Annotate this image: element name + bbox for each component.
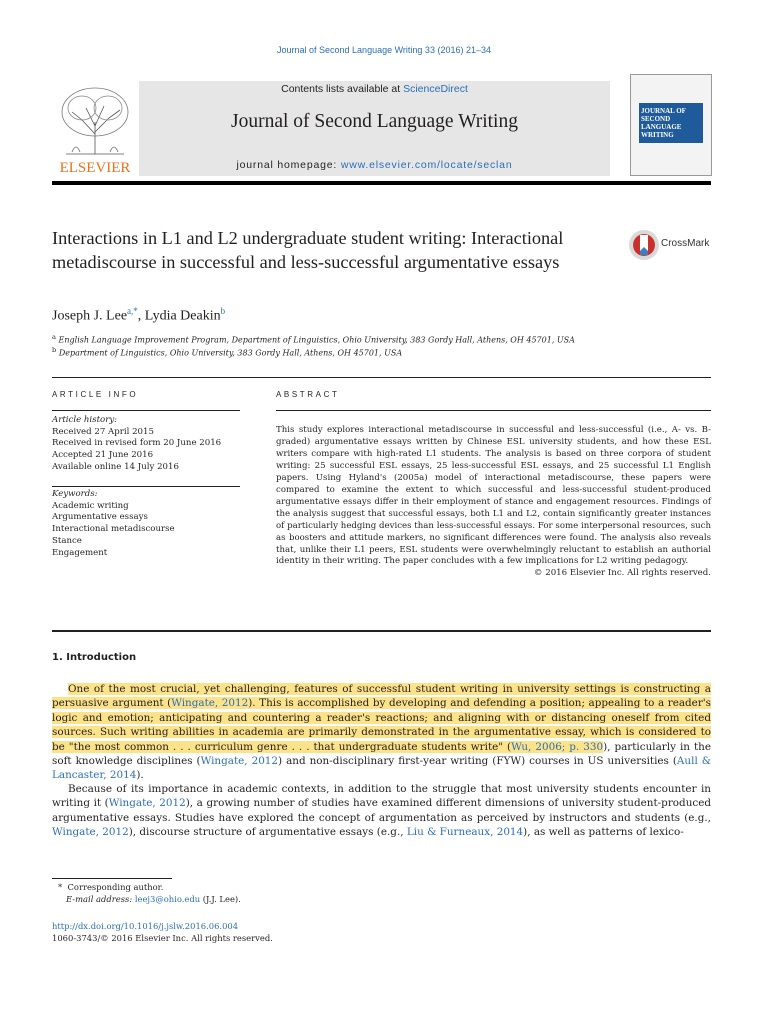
keyword-item[interactable]: Academic writing [52,500,129,511]
info-divider [52,410,240,411]
citation-link[interactable]: Aull & Lancaster, 2014 [52,755,711,782]
abstract-heading: ABSTRACT [276,390,340,399]
crossmark-label[interactable]: CrossMark [661,238,710,249]
header-divider [52,181,711,185]
affiliation-b [52,346,402,358]
citation-link[interactable]: Wingate, 2012 [52,826,129,839]
history-item: Received 27 April 2015 [52,426,154,437]
sciencedirect-link[interactable]: ScienceDirect [403,83,468,95]
journal-homepage [139,159,610,171]
author-separator: , [137,308,145,324]
journal-cover-thumbnail[interactable] [630,74,712,176]
keywords-label: Keywords: [52,489,98,499]
intro-paragraph-1 [52,682,711,783]
email-note [66,894,241,906]
paragraph-text: ), discourse structure of argumentative essays (e.g., [128,826,407,839]
paragraph-text: Because of its importance in academic contexts, in addition to the struggle that most university students encounter in writing it ( [52,783,711,810]
history-item: Received in revised form 20 June 2016 [52,438,222,449]
doi-link[interactable]: http://dx.doi.org/10.1016/j.jslw.2016.06.004 [52,921,239,931]
article-title: Interactions in L1 and L2 undergraduate student writing: Interactional metadiscourse in successful and less-successful argumentative essays [52,228,564,272]
paragraph-text: ), particularly in the soft knowledge disciplines ( [52,740,711,768]
paragraph-text: ) and non-disciplinary first-year writing (FYW) courses in US universities ( [278,755,677,768]
abstract-body [276,425,711,580]
abstract-bottom-divider [52,630,711,632]
email-link[interactable]: leej3@ohio.edu [134,894,201,904]
history-item: Accepted 21 June 2016 [52,450,154,461]
keyword-item[interactable]: Argumentative essays [52,512,148,523]
keyword-item[interactable]: Engagement [52,547,108,558]
article-history [52,415,240,474]
contents-prefix: Contents lists available at [281,83,404,95]
history-item: Available online 14 July 2016 [52,461,179,472]
section-heading-introduction: 1. Introduction [52,652,137,663]
cover-line: LANGUAGE [641,123,682,131]
author-lee[interactable]: Joseph J. Lee [52,308,128,324]
journal-title: Journal of Second Language Writing [231,111,518,132]
keywords [52,489,240,559]
keyword-item[interactable]: Stance [52,535,82,546]
contents-line [139,83,610,95]
footnote-marker: * [58,882,63,892]
homepage-prefix: journal homepage: [236,159,341,171]
citation-link[interactable]: Liu & Furneaux, 2014 [406,826,524,839]
citation-link[interactable]: Wingate, 2012 [108,797,186,810]
intro-paragraph-2 [52,782,711,840]
keyword-item[interactable]: Interactional metadiscourse [52,524,175,535]
journal-reference[interactable]: Journal of Second Language Writing 33 (2016) 21–34 [277,45,491,55]
history-label: Article history: [52,415,118,425]
abstract-copyright: © 2016 Elsevier Inc. All rights reserved. [533,568,711,579]
homepage-link[interactable]: www.elsevier.com/locate/seclan [340,159,513,171]
keywords-divider [52,486,240,487]
author-lee-affil[interactable]: a,* [127,306,138,316]
corresponding-author-note [58,882,163,894]
email-label: E-mail address: [66,894,135,904]
elsevier-logo [52,82,138,176]
article-info-heading: ARTICLE INFO [52,390,139,399]
affiliation-marker: b [52,346,57,354]
abstract-divider [276,410,711,411]
email-suffix: (J.J. Lee). [200,894,241,904]
affiliation-a [52,333,575,345]
doi-line [52,921,238,933]
publisher-wordmark: ELSEVIER [59,160,131,176]
author-list [52,306,225,325]
affiliation-text: Department of Linguistics, Ohio University, 383 Gordy Hall, Athens, OH 45701, USA [58,348,403,358]
info-top-divider [52,377,711,378]
cover-title-text [641,107,703,139]
author-deakin-affil[interactable]: b [220,306,226,316]
cover-line: JOURNAL OF [641,107,686,115]
cover-line: WRITING [641,131,674,139]
abstract-text: This study explores interactional metadiscourse in successful and less-successful (i.e., A- vs. B-graded) argumentative essays written by Chinese ESL university students, and how these ESL writers compare with high-rated L1 students. The analysis is based on three corpora of student writing: 25 successful ESL essays, 25 less-successful ESL essays, and 25 successful L1 English papers. Using Hyland's (2005a) model of interactional metadiscourse, these papers were compared to examine the extent to which successful and less-successful student-produced argumentative essays differ in their employment of stance and engagement resources. Findings of the analysis suggest that successful essays, both L1 and L2, contain significantly greater instances of particularly hedging devices than less-successful essays. For some interpersonal resources, such as boosters and attitude markers, no significant differences were found. The analysis also reveals that, unlike their L1 peers, ESL students were overwhelmingly reluctant to establish an authorial identity in their writing. The paper concludes with a few implications for L2 writing pedagogy. [276,425,711,567]
tree-icon [62,88,128,154]
issn-line: 1060-3743/© 2016 Elsevier Inc. All rights reserved. [52,933,273,943]
paragraph-text: ), as well as patterns of lexico- [523,826,684,839]
citation-link[interactable]: Wu, 2006; p. 330 [511,740,604,753]
citation-link[interactable]: Wingate, 2012 [171,697,249,710]
affiliation-marker: a [52,333,56,341]
author-deakin[interactable]: Lydia Deakin [144,308,221,324]
paragraph-text: ). [136,769,144,782]
footnote-divider [52,878,172,879]
paragraph-text: ), a growing number of studies have examined different dimensions of university student-produced argumentative essays. Studies have explored the concept of argumentation as perceived by instructors and students (e.g., [52,797,712,824]
footnote-text: Corresponding author. [67,882,164,892]
cover-line: SECOND [641,115,671,123]
highlighted-text: ). This is accomplished by developing and defending a position; appealing to a reader's logic and emotion; anticipating and countering a reader's reactions; and aligning with or distancing oneself from cited sources. Such writing abilities in academia are primarily demonstrated in the argumentative essay, which is considered to be "the most common . . . curriculum genre . . . that undergraduate students write" ( [52,697,711,753]
citation-link[interactable]: Wingate, 2012 [200,755,279,768]
highlighted-text: One of the most crucial, yet challenging, features of successful student writing in university settings is constructing a persuasive argument ( [52,683,711,710]
affiliation-text: English Language Improvement Program, Department of Linguistics, Ohio University, 383 Gordy Hall, Athens, OH 45701, USA [58,335,575,345]
